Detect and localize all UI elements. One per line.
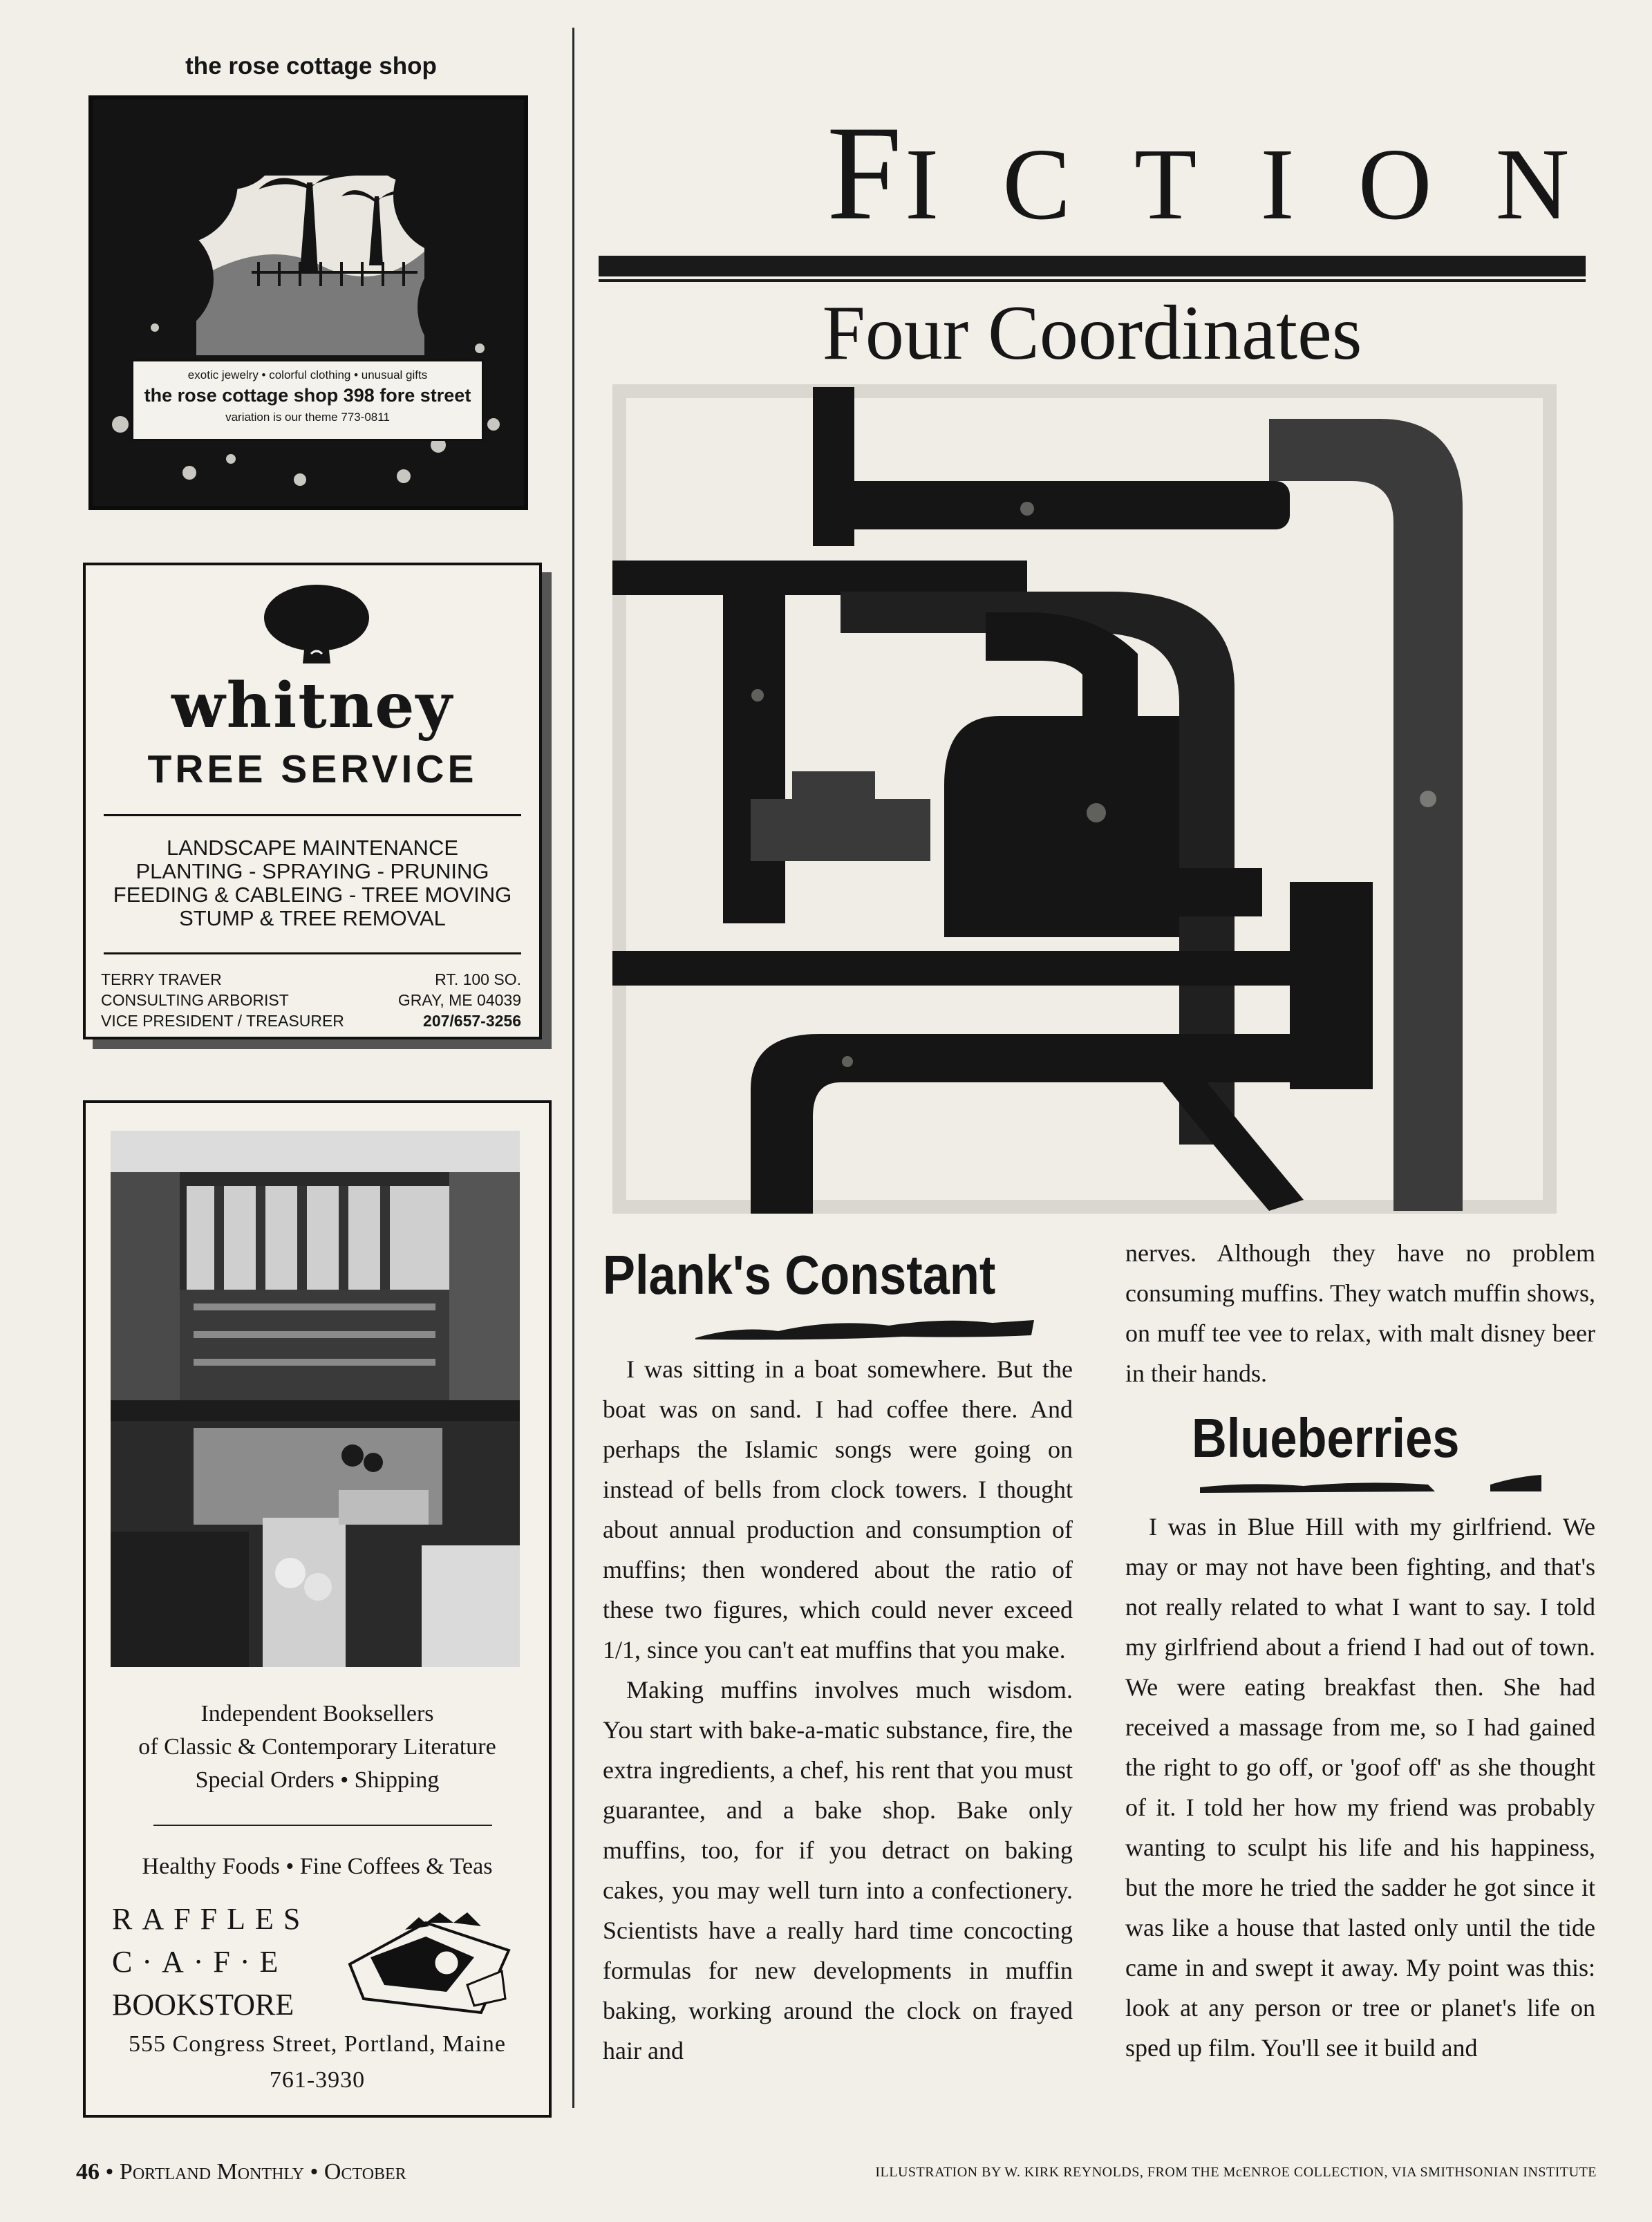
blueberries-section-body bbox=[1125, 1507, 1595, 2068]
section-heading-plank: Plank's Constant bbox=[603, 1244, 996, 1306]
logo-line: BOOKSTORE bbox=[112, 1988, 294, 2022]
street-address: 555 Congress Street, Portland, Maine bbox=[129, 2031, 506, 2057]
service-line: LANDSCAPE MAINTENANCE bbox=[166, 836, 459, 860]
contact-role: VICE PRESIDENT / TREASURER bbox=[101, 1012, 344, 1030]
phone-number: 761-3930 bbox=[269, 2067, 366, 2093]
tagline-line: Special Orders • Shipping bbox=[195, 1767, 440, 1793]
issue-month: October bbox=[323, 2159, 406, 2185]
tagline-line: Independent Booksellers bbox=[200, 1701, 434, 1726]
bookstore-photo-image bbox=[111, 1131, 520, 1667]
divider bbox=[104, 814, 521, 816]
section-heading-blueberries: Blueberries bbox=[1192, 1407, 1460, 1469]
garden-illustration bbox=[93, 100, 524, 506]
logo-line: C·A·F·E bbox=[112, 1945, 288, 1979]
contact-address bbox=[398, 969, 521, 1031]
tagline-line: of Classic & Contemporary Literature bbox=[138, 1734, 496, 1760]
raffles-logo bbox=[112, 1898, 310, 2026]
services-list bbox=[86, 836, 539, 930]
article-title: Four Coordinates bbox=[822, 290, 1362, 376]
title-rule bbox=[599, 256, 1586, 276]
whitney-name: whitney bbox=[171, 669, 453, 742]
phone-number: 207/657-3256 bbox=[423, 1012, 521, 1030]
contact-role: CONSULTING ARBORIST bbox=[101, 991, 289, 1009]
illustration-credit: ILLUSTRATION BY W. KIRK REYNOLDS, FROM THE McENROE COLLECTION, VIA SMITHSONIAN INSTITUTE bbox=[875, 2165, 1597, 2180]
divider bbox=[153, 1825, 492, 1826]
page-folio: 46 • Portland Monthly • October bbox=[76, 2159, 406, 2185]
title-rule-thin bbox=[599, 279, 1586, 282]
paragraph: Making muffins involves much wisdom. You start with bake-a-matic substance, fire, the extra ingredients, a chef, his rent that you must guarantee, and a bake shop. Bake only muffins, too, for if you detract on baking cakes, you may well turn into a confectionery. Scientists have a really hard time concocting formulas for new developments in muffin baking, working around the clock on frayed hair and bbox=[603, 1676, 1073, 2064]
foods-line: Healthy Foods • Fine Coffees & Teas bbox=[142, 1854, 493, 1879]
contact-name: TERRY TRAVER bbox=[101, 970, 222, 988]
books-and-cup-icon bbox=[343, 1909, 517, 2019]
sign-shop-name: the rose cottage shop 398 fore street bbox=[144, 385, 471, 406]
rose-cottage-illustration bbox=[88, 95, 528, 510]
rose-cottage-heading: the rose cottage shop bbox=[185, 53, 437, 79]
paragraph: I was sitting in a boat somewhere. But the boat was on sand. I had coffee there. And perhaps the Islamic songs were going on instead of bells from clock towers. I thought about annual production and consumption of muffins; then wondered about the ratio of these two figures, which could never exceed 1/1, since you can't eat muffins that you make. bbox=[603, 1355, 1073, 1664]
bookstore-tagline bbox=[86, 1697, 549, 1797]
service-line: STUMP & TREE REMOVAL bbox=[179, 906, 446, 930]
decorative-brush-stroke bbox=[695, 1316, 1034, 1341]
address-line: RT. 100 SO. bbox=[435, 970, 521, 988]
sign-phone: variation is our theme 773-0811 bbox=[225, 411, 390, 424]
abstract-illustration bbox=[612, 384, 1557, 1214]
whitney-subtitle: TREE SERVICE bbox=[147, 747, 478, 791]
plank-section-body bbox=[603, 1349, 1073, 2071]
section-title-initial: F bbox=[827, 98, 905, 248]
section-title-rest: ICTION bbox=[905, 128, 1633, 241]
contact-person bbox=[101, 969, 344, 1031]
section-title bbox=[827, 98, 1633, 248]
divider bbox=[104, 952, 521, 954]
page-number: 46 bbox=[76, 2159, 100, 2185]
magazine-name: Portland Monthly bbox=[119, 2159, 305, 2185]
rose-cottage-sign bbox=[131, 359, 484, 441]
paragraph: I was in Blue Hill with my girlfriend. We may or may not have been fighting, and that's not really related to what I want to say. I told my girlfriend about a friend I had out of town. We were eating breakfast then. She had received a massage from me, so I had gained the right to go off, or 'goof off' as she thought of it. I told her how my friend was probably wanting to sculpt his life and his happiness, but the more he tried the sadder he got since it was like a house that lasted only until the tide came in and swept it away. My point was this: look at any person or tree or planet's life on sped up film. You'll see it build and bbox=[1125, 1513, 1595, 2062]
column-divider bbox=[572, 28, 574, 2108]
address-line: GRAY, ME 04039 bbox=[397, 991, 521, 1009]
service-line: PLANTING - SPRAYING - PRUNING bbox=[135, 859, 489, 883]
decorative-brush-stroke bbox=[1200, 1471, 1541, 1496]
plank-section-continuation bbox=[1125, 1233, 1595, 1393]
paragraph: nerves. Although they have no problem consuming muffins. They watch muffin shows, on muff tee vee to relax, with malt disney beer in their hands. bbox=[1125, 1239, 1595, 1387]
raffles-cafe-ad bbox=[83, 1100, 552, 2118]
raffles-address bbox=[86, 2026, 549, 2098]
sign-tagline: exotic jewelry • colorful clothing • unusual gifts bbox=[187, 368, 428, 382]
bookstore-interior-photo bbox=[111, 1131, 520, 1667]
logo-line: RAFFLES bbox=[112, 1902, 310, 1936]
service-line: FEEDING & CABLEING - TREE MOVING bbox=[113, 883, 512, 907]
whitney-tree-service-ad bbox=[83, 563, 542, 1039]
tree-logo-icon bbox=[261, 582, 372, 672]
